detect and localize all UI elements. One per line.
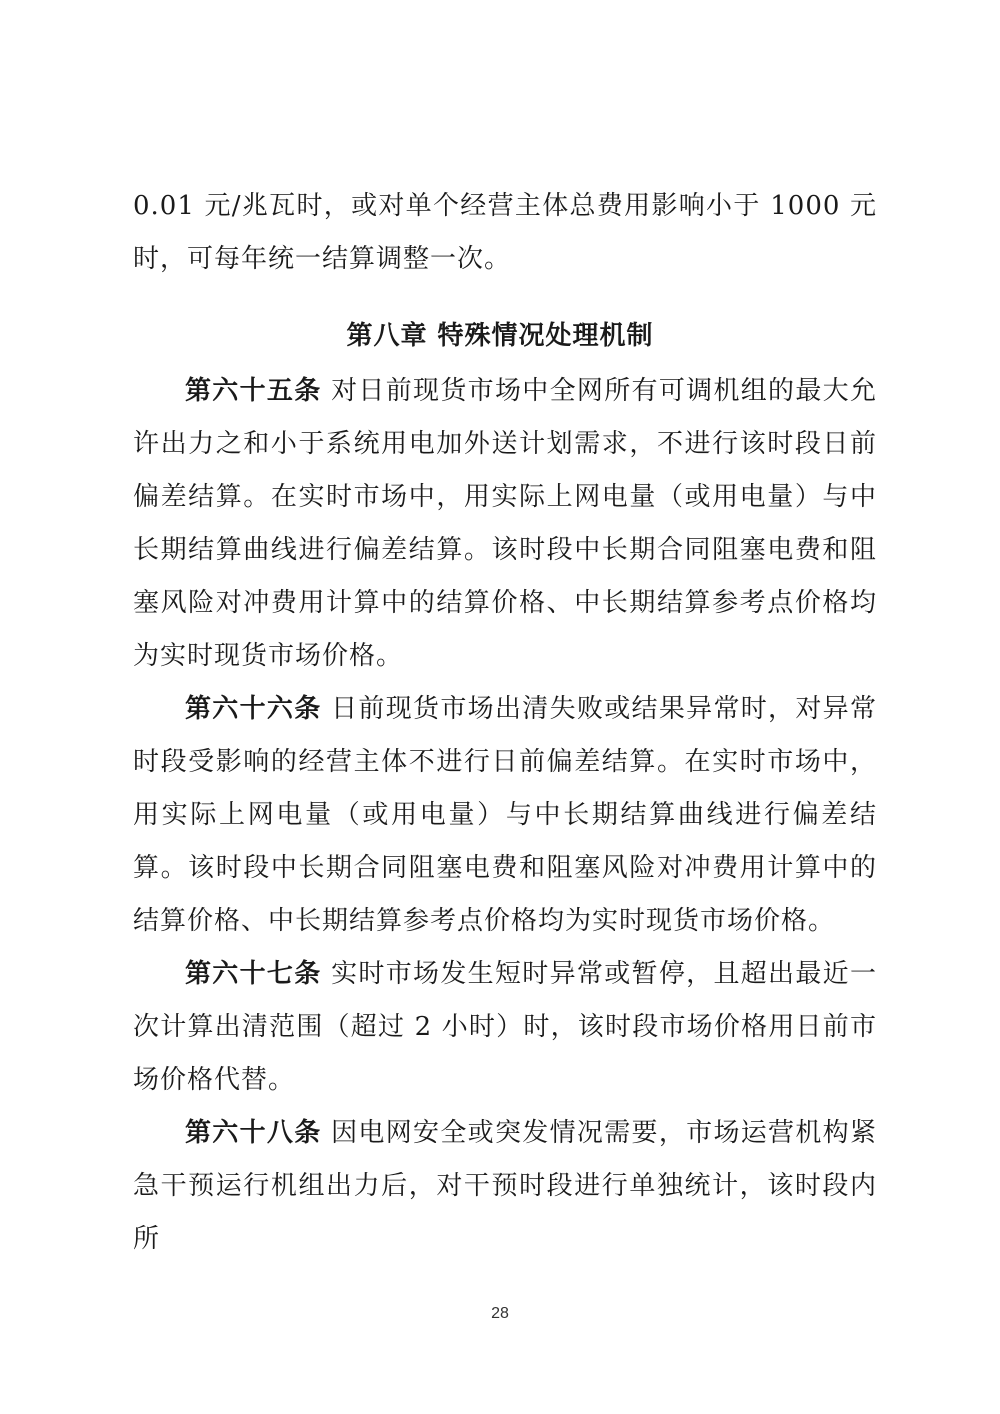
page-number: 28 [491,1305,509,1322]
article-65 [133,365,877,683]
article-text: 因电网安全或突发情况需要，市场运营机构紧急干预运行机组出力后，对干预时段进行单独统计，该时段内所 [133,1118,877,1254]
article-66 [133,683,877,948]
article-68 [133,1107,877,1266]
article-label: 第六十七条 [185,959,322,989]
article-label: 第六十八条 [185,1118,322,1148]
articles-section [133,365,877,1266]
continuation-paragraph: 0.01 元/兆瓦时，或对单个经营主体总费用影响小于 1000 元时，可每年统一结算调整一次。 [133,191,877,274]
chapter-title: 第八章 特殊情况处理机制 [346,321,654,351]
article-text: 对日前现货市场中全网所有可调机组的最大允许出力之和小于系统用电加外送计划需求，不进行该时段日前偏差结算。在实时市场中，用实际上网电量（或用电量）与中长期结算曲线进行偏差结算。该时段中长期合同阻塞电费和阻塞风险对冲费用计算中的结算价格、中长期结算参考点价格均为实时现货市场价格。 [133,376,877,671]
article-label: 第六十五条 [185,376,322,406]
article-label: 第六十六条 [185,694,322,724]
article-text: 实时市场发生短时异常或暂停，且超出最近一次计算出清范围（超过 2 小时）时，该时段市场价格用日前市场价格代替。 [133,959,877,1095]
article-text: 日前现货市场出清失败或结果异常时，对异常时段受影响的经营主体不进行日前偏差结算。在实时市场中，用实际上网电量（或用电量）与中长期结算曲线进行偏差结算。该时段中长期合同阻塞电费和阻塞风险对冲费用计算中的结算价格、中长期结算参考点价格均为实时现货市场价格。 [133,694,877,936]
article-67 [133,948,877,1107]
